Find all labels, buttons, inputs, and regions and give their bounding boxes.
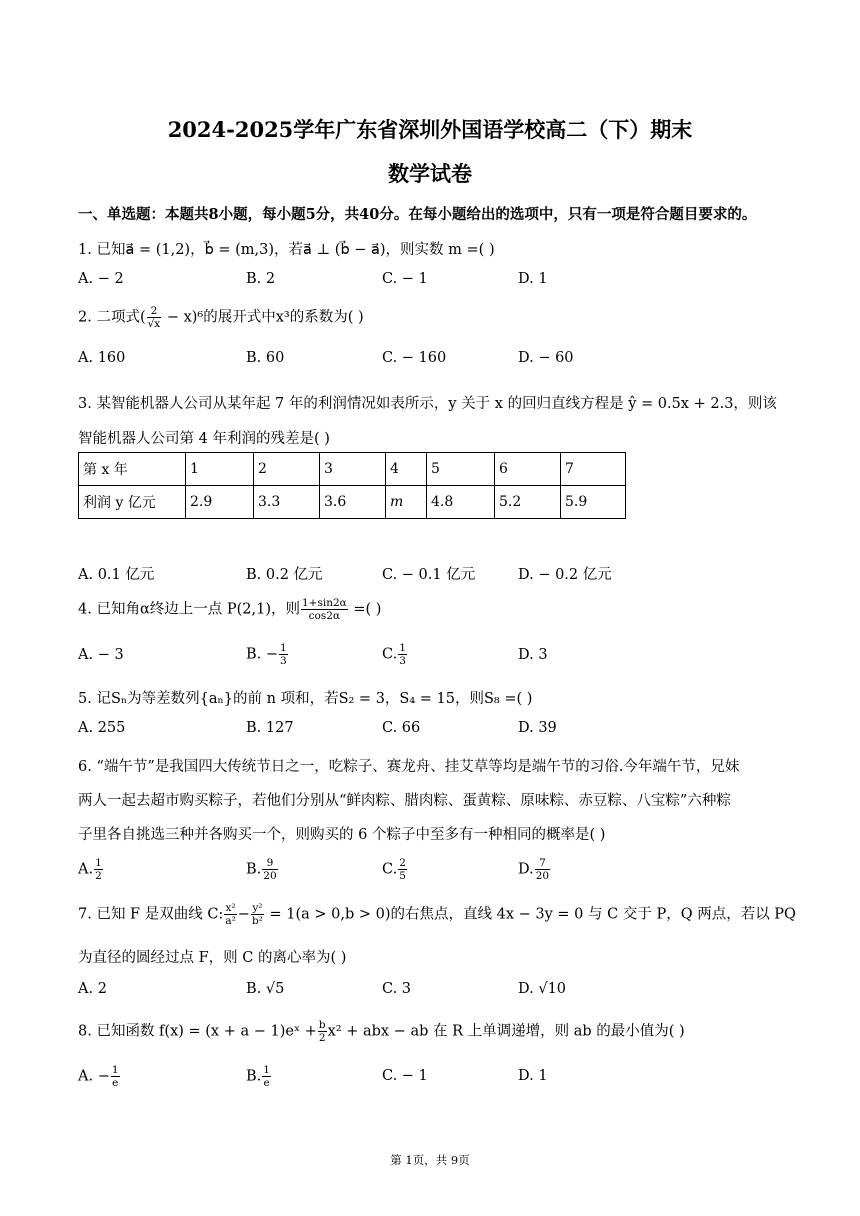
question-1-prefix: 1. 已知 bbox=[78, 242, 126, 258]
question-6-line-3: 子里各自挑选三种并各购买一个，则购买的 6 个粽子中至多有一种相同的概率是( ) bbox=[78, 827, 606, 843]
table-cell: 4.8 bbox=[427, 486, 495, 519]
question-1-stem: a⃗ = (1,2)，b⃗ = (m,3)，若a⃗ ⊥ (b⃗ − a⃗)，则实数 m =( ) bbox=[125, 242, 495, 258]
question-7-fraction-x: $\frac{\text{x²}}{\text{a²}}$ bbox=[225, 902, 236, 928]
profit-table bbox=[78, 452, 626, 519]
q7-option-a: A. 2 bbox=[78, 981, 107, 997]
question-2 bbox=[78, 305, 364, 330]
question-8-prefix: 8. 已知函数 f(x) = (x + a − 1)eˣ + bbox=[78, 1023, 317, 1040]
q2-option-a: A. 160 bbox=[78, 350, 126, 366]
page-footer: 第 1页，共 9页 bbox=[390, 1153, 470, 1167]
q2-option-d: D. − 60 bbox=[518, 350, 574, 366]
table-cell: 3 bbox=[320, 453, 386, 486]
question-2-fraction: $\frac{2}{√x}$ bbox=[147, 305, 161, 331]
q6-option-d: D. $\frac{7}{20}$ bbox=[518, 857, 550, 883]
question-4-prefix: 4. 已知角α终边上一点 P(2,1)，则 bbox=[78, 601, 300, 618]
table-cell: 2.9 bbox=[186, 486, 254, 519]
table-cell: 6 bbox=[495, 453, 561, 486]
exam-title: 2024-2025学年广东省深圳外国语学校高二（下）期末 bbox=[167, 117, 693, 142]
table-cell: 2 bbox=[254, 453, 320, 486]
q6-option-a: A. $\frac{1}{2}$ bbox=[78, 857, 102, 883]
q3-option-a: A. 0.1 亿元 bbox=[78, 567, 155, 583]
table-cell: m bbox=[386, 486, 427, 519]
q1-option-b: B. 2 bbox=[246, 271, 276, 287]
q6-option-c: C. $\frac{2}{5}$ bbox=[382, 857, 406, 883]
q2-option-b: B. 60 bbox=[246, 350, 285, 366]
question-3-line-2: 智能机器人公司第 4 年利润的残差是( ) bbox=[78, 431, 330, 447]
question-7-line-2: 为直径的圆经过点 F，则 C 的离心率为( ) bbox=[78, 950, 347, 966]
q3-option-d: D. − 0.2 亿元 bbox=[518, 567, 612, 583]
question-7-minus: − bbox=[237, 906, 250, 923]
q3-option-b: B. 0.2 亿元 bbox=[246, 567, 323, 583]
q3-option-c: C. − 0.1 亿元 bbox=[382, 567, 476, 583]
section-heading: 一、单选题：本题共8小题，每小题5分，共40分。在每小题给出的选项中，只有一项是符合题目要求的。 bbox=[78, 206, 757, 223]
question-7-line-1 bbox=[78, 902, 796, 927]
question-2-stem: − x)⁶的展开式中x³的系数为( ) bbox=[162, 309, 364, 326]
q5-option-b: B. 127 bbox=[246, 720, 294, 736]
question-6-line-1: 6. “端午节”是我国四大传统节日之一，吃粽子、赛龙舟、挂艾草等均是端午节的习俗.今年端午节，兄妹 bbox=[78, 759, 740, 775]
question-6-line-2: 两人一起去超市购买粽子，若他们分别从“鲜肉粽、腊肉粽、蛋黄粽、原味粽、赤豆粽、八宝粽”六种粽 bbox=[78, 793, 731, 809]
q2-option-c: C. − 160 bbox=[382, 350, 447, 366]
question-4-stem: =( ) bbox=[348, 601, 382, 618]
table-cell: 5.2 bbox=[495, 486, 561, 519]
question-4 bbox=[78, 597, 381, 622]
table-cell: 7 bbox=[561, 453, 626, 486]
q7-option-d: D. √10 bbox=[518, 981, 567, 997]
question-1 bbox=[78, 238, 495, 259]
q4-option-c: C. $\frac{1}{3}$ bbox=[382, 642, 406, 668]
question-7-stem: = 1(a > 0,b > 0)的右焦点，直线 4x − 3y = 0 与 C 交于 P，Q 两点，若以 PQ bbox=[264, 906, 796, 923]
q6-option-b: B. $\frac{9}{20}$ bbox=[246, 857, 277, 883]
question-8-stem: x² + abx − ab 在 R 上单调递增，则 ab 的最小值为( ) bbox=[327, 1023, 685, 1040]
question-8 bbox=[78, 1019, 685, 1044]
table-cell: 3.6 bbox=[320, 486, 386, 519]
table-cell: 3.3 bbox=[254, 486, 320, 519]
table-cell: 利润 y 亿元 bbox=[79, 486, 186, 519]
q8-option-c: C. − 1 bbox=[382, 1068, 428, 1084]
question-5: 5. 记Sₙ为等差数列{aₙ}的前 n 项和，若S₂ = 3，S₄ = 15，则S₈ =( ) bbox=[78, 691, 533, 707]
q4-option-a: A. − 3 bbox=[78, 647, 124, 663]
q5-option-d: D. 39 bbox=[518, 720, 557, 736]
table-row bbox=[79, 453, 626, 486]
q4-option-b: B. − $\frac{1}{3}$ bbox=[246, 642, 287, 668]
q5-option-a: A. 255 bbox=[78, 720, 126, 736]
question-8-fraction: $\frac{b}{2}$ bbox=[318, 1019, 326, 1045]
question-3-line-1: 3. 某智能机器人公司从某年起 7 年的利润情况如表所示，y 关于 x 的回归直线方程是 ŷ = 0.5x + 2.3，则该 bbox=[78, 396, 777, 412]
q1-option-a: A. − 2 bbox=[78, 271, 124, 287]
question-2-prefix: 2. 二项式( bbox=[78, 309, 146, 326]
q7-option-c: C. 3 bbox=[382, 981, 412, 997]
q5-option-c: C. 66 bbox=[382, 720, 421, 736]
question-4-fraction: $\frac{1+\sin 2\alpha}{\cos 2\alpha}$ bbox=[301, 597, 347, 623]
q8-option-d: D. 1 bbox=[518, 1068, 548, 1084]
exam-subtitle: 数学试卷 bbox=[388, 161, 472, 186]
table-cell: 第 x 年 bbox=[79, 453, 186, 486]
question-7-fraction-y: $\frac{\text{y²}}{\text{b²}}$ bbox=[251, 902, 263, 928]
q1-option-c: C. − 1 bbox=[382, 271, 428, 287]
q4-option-d: D. 3 bbox=[518, 647, 548, 663]
q1-option-d: D. 1 bbox=[518, 271, 548, 287]
q8-option-a: A. − $\frac{1}{e}$ bbox=[78, 1064, 119, 1090]
question-7-prefix: 7. 已知 F 是双曲线 C: bbox=[78, 906, 224, 923]
table-cell: 1 bbox=[186, 453, 254, 486]
table-cell: 5 bbox=[427, 453, 495, 486]
table-cell: 4 bbox=[386, 453, 427, 486]
q8-option-b: B. $\frac{1}{e}$ bbox=[246, 1064, 270, 1090]
table-row bbox=[79, 486, 626, 519]
table-cell: 5.9 bbox=[561, 486, 626, 519]
q7-option-b: B. √5 bbox=[246, 981, 285, 997]
